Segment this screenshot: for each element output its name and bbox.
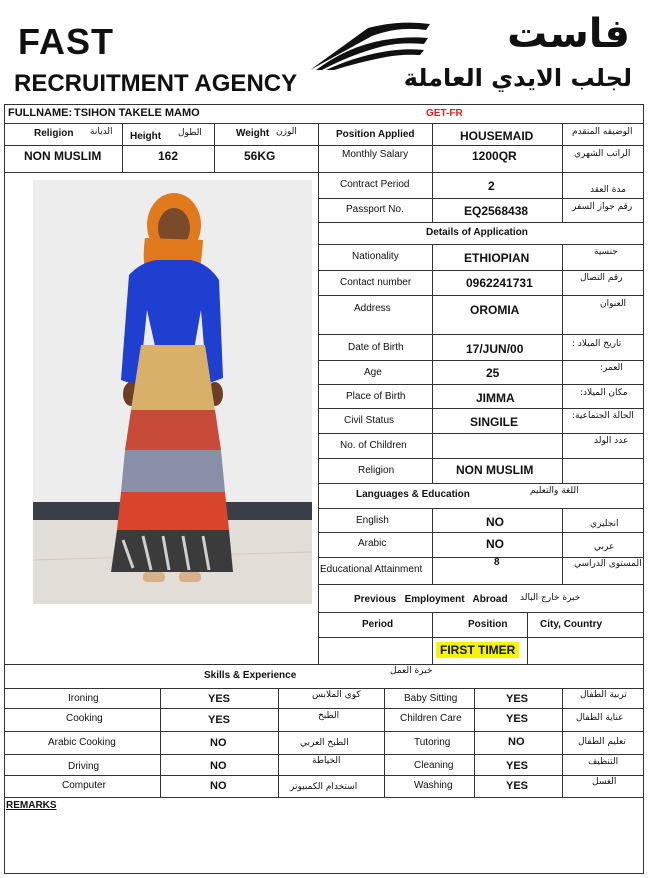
- skill-baby-sitting-label-ar: تربية الطفال: [580, 690, 627, 700]
- skill-cooking-value: YES: [208, 714, 231, 726]
- skills-title: Skills & Experience: [204, 670, 297, 681]
- nationality-label-ar: جنسية: [594, 247, 618, 257]
- position-applied-label-ar: الوضيفه المتقدم: [572, 127, 633, 137]
- date-of-birth-value: 17/JUN/00: [466, 342, 524, 356]
- contract-period-value: 2: [488, 179, 495, 193]
- skill-children-care-value: YES: [506, 713, 529, 725]
- skill-ironing-label: Ironing: [68, 693, 99, 704]
- skill-baby-sitting-label: Baby Sitting: [404, 693, 458, 704]
- skill-washing-label: Washing: [414, 780, 453, 791]
- contact-number-label-ar: رقم التصال: [580, 273, 623, 283]
- skill-tutoring-label-ar: تعليم الطفال: [578, 737, 626, 747]
- contract-period-label-ar: مدة العقد: [590, 185, 626, 195]
- skill-washing-value: YES: [506, 780, 529, 792]
- skill-cleaning-label: Cleaning: [414, 760, 454, 771]
- skill-tutoring-label: Tutoring: [414, 737, 451, 748]
- address-label-ar: العنوان: [600, 299, 627, 309]
- religion-value: NON MUSLIM: [24, 149, 102, 163]
- place-of-birth-label: Place of Birth: [346, 391, 406, 402]
- children-label: No. of Children: [340, 440, 407, 451]
- reference-code: GET-FR: [426, 108, 463, 119]
- nationality-label: Nationality: [352, 251, 399, 262]
- place-of-birth-label-ar: مكان الميلاد:: [580, 388, 628, 398]
- nationality-value: ETHIOPIAN: [464, 251, 530, 265]
- religion-detail-value: NON MUSLIM: [456, 463, 534, 477]
- period-label: Period: [362, 619, 394, 630]
- weight-label-ar: الوزن: [276, 127, 297, 137]
- age-label: Age: [364, 367, 382, 378]
- age-label-ar: العمر:: [600, 363, 623, 373]
- arabic-label-ar: عربي: [594, 542, 615, 552]
- skill-driving-value: NO: [210, 760, 227, 772]
- employment-position-label: Position: [468, 619, 508, 630]
- height-value: 162: [158, 149, 179, 163]
- first-timer-badge: FIRST TIMER: [436, 642, 519, 658]
- contract-period-label: Contract Period: [340, 179, 410, 190]
- address-label: Address: [354, 303, 391, 314]
- remarks-label: REMARKS: [6, 800, 57, 811]
- applicant-figure-icon: [33, 180, 312, 604]
- civil-status-label-ar: الحالة الجتماعية:: [572, 411, 634, 421]
- passport-label-ar: رقم جواز السفر: [572, 202, 633, 212]
- fullname-label: FULLNAME:: [8, 107, 73, 119]
- skill-washing-label-ar: الغسل: [592, 777, 617, 787]
- english-value: NO: [486, 515, 504, 529]
- english-label-ar: انجليزي: [590, 519, 619, 529]
- applicant-photo: [33, 180, 312, 604]
- english-label: English: [356, 515, 389, 526]
- details-title: Details of Application: [426, 227, 528, 238]
- arabic-label: Arabic: [358, 538, 387, 549]
- agency-name-ar: لجلب الايدي العاملة: [403, 64, 632, 92]
- skill-computer-label-ar: استخدام الكمبيوتر: [290, 782, 358, 792]
- skills-title-ar: خبرة العمل: [390, 666, 433, 676]
- skill-cooking-label-ar: الطبخ: [318, 711, 340, 721]
- skill-computer-label: Computer: [62, 780, 106, 791]
- languages-title-ar: اللغة والتعليم: [530, 486, 579, 496]
- skill-cleaning-label-ar: التنظيف: [588, 757, 619, 767]
- skill-computer-value: NO: [210, 780, 227, 792]
- skill-children-care-label: Children Care: [400, 713, 462, 724]
- civil-status-label: Civil Status: [344, 415, 395, 426]
- skill-arabic-cooking-label-ar: الطبخ العربي: [300, 738, 349, 748]
- religion-label: Religion: [34, 128, 74, 139]
- contact-number-label: Contact number: [340, 277, 412, 288]
- passport-label: Passport No.: [346, 204, 404, 215]
- agency-name-en: RECRUITMENT AGENCY: [14, 70, 298, 97]
- height-label: Height: [130, 131, 162, 142]
- skill-baby-sitting-value: YES: [506, 693, 529, 705]
- weight-value: 56KG: [244, 149, 276, 163]
- skill-cooking-label: Cooking: [66, 713, 103, 724]
- education-label: Educational Attainment: [320, 564, 423, 575]
- skill-arabic-cooking-label: Arabic Cooking: [48, 737, 116, 748]
- contact-number-value: 0962241731: [466, 276, 533, 290]
- religion-label-ar: الديانة: [90, 127, 113, 137]
- education-value: 8: [494, 557, 500, 568]
- weight-label: Weight: [236, 128, 270, 139]
- skill-ironing-label-ar: كوي الملابس: [312, 690, 361, 700]
- date-of-birth-label-ar: تاريخ الميلاد :: [572, 339, 622, 349]
- skill-cleaning-value: YES: [506, 760, 529, 772]
- monthly-salary-label: Monthly Salary: [342, 149, 409, 160]
- arabic-value: NO: [486, 537, 504, 551]
- brand-name-en: FAST: [18, 21, 115, 62]
- brand-name-ar: فاست: [507, 11, 630, 57]
- height-label-ar: الطول: [178, 128, 202, 138]
- position-applied-label: Position Applied: [336, 129, 415, 140]
- skill-tutoring-value: NO: [508, 736, 525, 748]
- city-country-label: City, Country: [540, 619, 603, 630]
- skill-children-care-label-ar: عناية الطفال: [576, 713, 624, 723]
- address-value: OROMIA: [470, 303, 520, 317]
- skill-driving-label: Driving: [68, 761, 100, 772]
- children-label-ar: عدد الولد: [594, 436, 629, 446]
- position-applied-value: HOUSEMAID: [460, 129, 534, 143]
- age-value: 25: [486, 366, 500, 380]
- skill-ironing-value: YES: [208, 693, 231, 705]
- civil-status-value: SINGILE: [470, 415, 519, 429]
- monthly-salary-value: 1200QR: [472, 149, 517, 163]
- date-of-birth-label: Date of Birth: [348, 342, 404, 353]
- place-of-birth-value: JIMMA: [476, 391, 515, 405]
- skill-arabic-cooking-value: NO: [210, 737, 227, 749]
- skill-driving-label-ar: الخياطة: [312, 756, 341, 766]
- education-label-ar: المستوى الدراسي: [574, 559, 642, 569]
- employment-title: Previous Employment Abroad: [354, 594, 508, 605]
- fullname-value: TSIHON TAKELE MAMO: [74, 107, 200, 119]
- languages-title: Languages & Education: [356, 489, 470, 500]
- monthly-salary-label-ar: الراتب الشهري: [574, 149, 631, 159]
- passport-value: EQ2568438: [464, 204, 529, 218]
- religion-detail-label: Religion: [358, 465, 395, 476]
- employment-title-ar: خبرة خارج البالد: [520, 593, 581, 603]
